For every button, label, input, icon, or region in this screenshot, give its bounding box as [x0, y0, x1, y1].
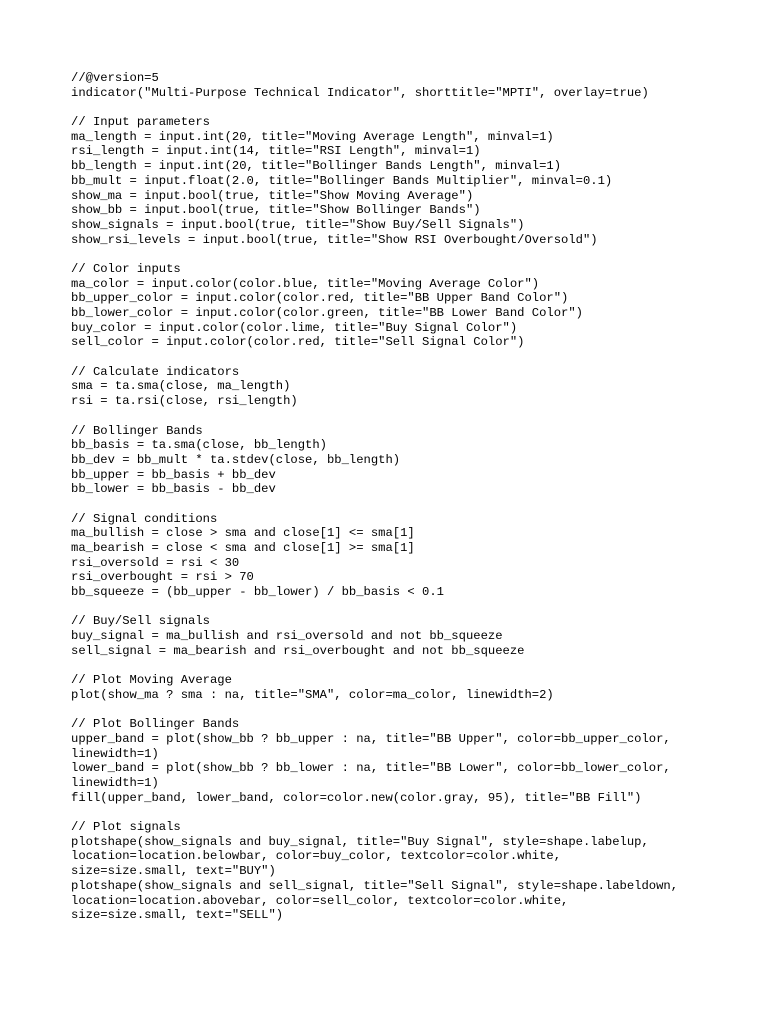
code-line: bb_basis = ta.sma(close, bb_length) [71, 438, 327, 453]
comment-line: // Color inputs [71, 261, 181, 276]
code-line: size=size.small, text="SELL") [71, 908, 284, 923]
code-line: ma_length = input.int(20, title="Moving Average Length", minval=1) [71, 129, 554, 144]
code-line: rsi_length = input.int(14, title="RSI Length", minval=1) [71, 144, 481, 159]
comment-line: // Input parameters [71, 115, 210, 130]
blank-line [71, 350, 731, 365]
code-line: ma_bullish = close > sma and close[1] <= sma[1] [71, 526, 415, 541]
code-line: sell_signal = ma_bearish and rsi_overbought and not bb_squeeze [71, 643, 525, 658]
code-line: location=location.belowbar, color=buy_color, textcolor=color.white, [71, 849, 562, 864]
code-line: sma = ta.sma(close, ma_length) [71, 379, 291, 394]
code-line: show_ma = input.bool(true, title="Show Moving Average") [71, 188, 474, 203]
comment-line: // Plot Moving Average [71, 673, 232, 688]
blank-line [71, 100, 731, 115]
code-line: bb_lower_color = input.color(color.green, title="BB Lower Band Color") [71, 306, 583, 320]
code-line: //@version=5 [71, 71, 159, 85]
code-line: lower_band = plot(show_bb ? bb_lower : na, title="BB Lower", color=bb_lower_color, [71, 761, 671, 776]
code-line: ma_color = input.color(color.blue, title="Moving Average Color") [71, 276, 540, 291]
code-line: sell_color = input.color(color.red, title="Sell Signal Color") [71, 335, 525, 350]
code-line: bb_dev = bb_mult * ta.stdev(close, bb_length) [71, 452, 401, 467]
code-line: bb_mult = input.float(2.0, title="Bollinger Bands Multiplier", minval=0.1) [71, 173, 613, 188]
comment-line: // Buy/Sell signals [71, 614, 210, 629]
code-line: rsi_overbought = rsi > 70 [71, 570, 254, 585]
code-line: rsi = ta.rsi(close, rsi_length) [71, 394, 298, 409]
code-line: ma_bearish = close < sma and close[1] >= sma[1] [71, 541, 415, 555]
code-line: show_signals = input.bool(true, title="Show Buy/Sell Signals") [71, 217, 525, 232]
comment-line: // Plot Bollinger Bands [71, 717, 240, 732]
code-line: rsi_oversold = rsi < 30 [71, 555, 240, 570]
code-line: bb_length = input.int(20, title="Bollinger Bands Length", minval=1) [71, 159, 562, 174]
code-line: bb_upper_color = input.color(color.red, title="BB Upper Band Color") [71, 291, 569, 306]
code-document [71, 71, 731, 923]
code-line: indicator("Multi-Purpose Technical Indicator", shorttitle="MPTI", overlay=true) [71, 85, 649, 100]
code-line: bb_lower = bb_basis - bb_dev [71, 482, 276, 497]
comment-line: // Plot signals [71, 820, 181, 835]
code-line: linewidth=1) [71, 776, 159, 790]
code-line: show_rsi_levels = input.bool(true, title="Show RSI Overbought/Oversold") [71, 232, 598, 247]
code-line: plotshape(show_signals and sell_signal, title="Sell Signal", style=shape.labeldown, [71, 878, 679, 893]
code-line: fill(upper_band, lower_band, color=color.new(color.gray, 95), title="BB Fill") [71, 790, 642, 805]
code-line: linewidth=1) [71, 746, 159, 761]
comment-line: // Calculate indicators [71, 364, 240, 379]
comment-line: // Bollinger Bands [71, 423, 203, 438]
code-line: plot(show_ma ? sma : na, title="SMA", color=ma_color, linewidth=2) [71, 687, 554, 702]
code-line: buy_signal = ma_bullish and rsi_oversold and not bb_squeeze [71, 629, 503, 644]
code-line: bb_squeeze = (bb_upper - bb_lower) / bb_basis < 0.1 [71, 585, 444, 600]
blank-line [71, 247, 731, 262]
blank-line [71, 600, 731, 615]
code-line: size=size.small, text="BUY") [71, 864, 276, 879]
comment-line: // Signal conditions [71, 511, 218, 526]
code-line: plotshape(show_signals and buy_signal, title="Buy Signal", style=shape.labelup, [71, 834, 649, 849]
blank-line [71, 659, 731, 674]
code-line: buy_color = input.color(color.lime, title="Buy Signal Color") [71, 320, 518, 335]
code-line: bb_upper = bb_basis + bb_dev [71, 467, 276, 482]
code-line: location=location.abovebar, color=sell_color, textcolor=color.white, [71, 893, 569, 908]
blank-line [71, 409, 731, 424]
blank-line [71, 805, 731, 820]
code-line: show_bb = input.bool(true, title="Show Bollinger Bands") [71, 203, 481, 218]
blank-line [71, 497, 731, 512]
code-line: upper_band = plot(show_bb ? bb_upper : na, title="BB Upper", color=bb_upper_color, [71, 731, 671, 746]
blank-line [71, 703, 731, 718]
